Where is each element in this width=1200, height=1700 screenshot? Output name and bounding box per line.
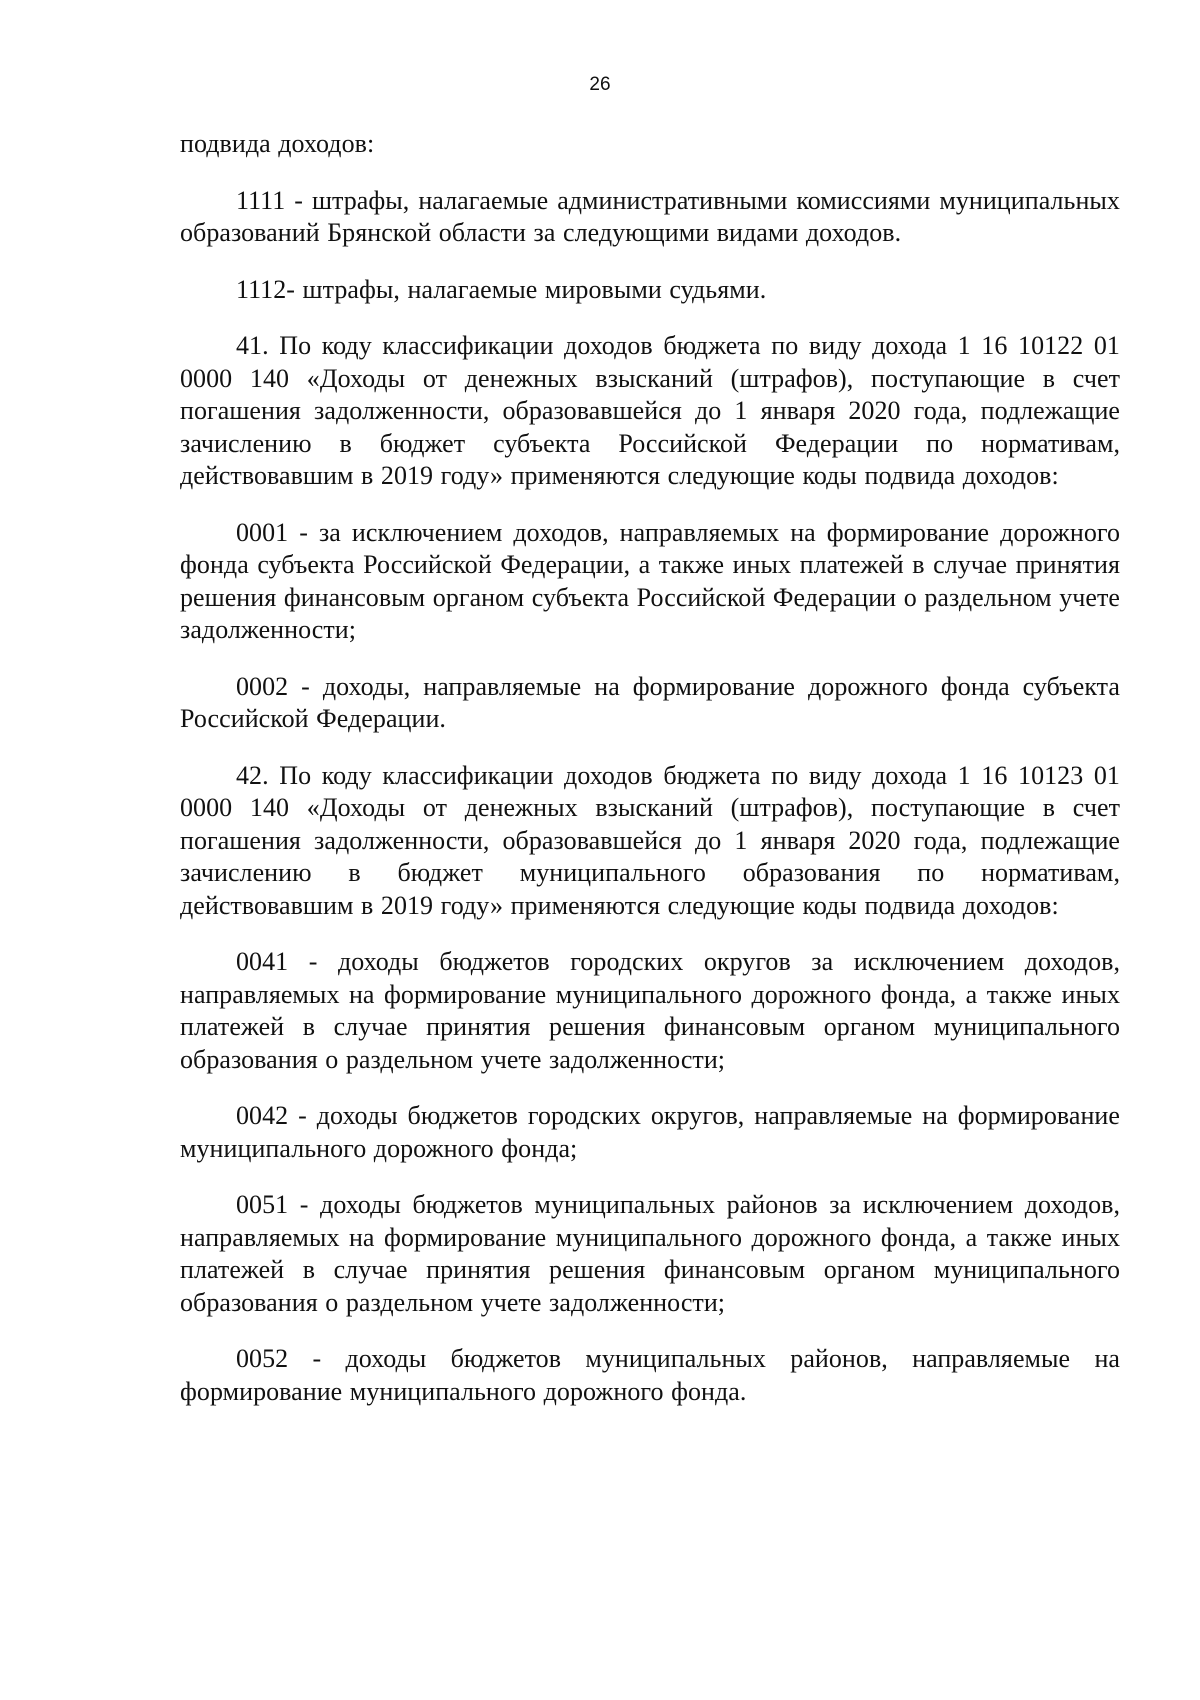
paragraph-code-0052: 0052 - доходы бюджетов муниципальных районов, направляемые на формирование муниципального дорожного фонда. [180,1344,1120,1406]
paragraph-continuation: подвида доходов: [180,129,375,158]
paragraph-code-1112: 1112- штрафы, налагаемые мировыми судьями. [236,274,767,304]
paragraph-code-0042: 0042 - доходы бюджетов городских округов, направляемые на формирование муниципального дорожного фонда; [180,1101,1120,1163]
paragraph-code-0041: 0041 - доходы бюджетов городских округов за исключением доходов, направляемых на формирование муниципального дорожного фонда, а также иных платежей в случае принятия решения финансовым органом муниципального образования о раздельном учете задолженности; [180,947,1120,1074]
page-number: 26 [589,74,611,95]
paragraph-code-0002: 0002 - доходы, направляемые на формирование дорожного фонда субъекта Российской Федерации. [180,671,1120,733]
paragraph-item-41: 41. По коду классификации доходов бюджета по виду дохода 1 16 10122 01 0000 140 «Доходы от денежных взысканий (штрафов), поступающие в счет погашения задолженности, образовавшейся до 1 января 2020 года, подлежащие зачислению в бюджет субъекта Российской Федерации по нормативам, действовавшим в 2019 году» применяются следующие коды подвида доходов: [180,331,1120,490]
paragraph-item-42: 42. По коду классификации доходов бюджета по виду дохода 1 16 10123 01 0000 140 «Доходы от денежных взысканий (штрафов), поступающие в счет погашения задолженности, образовавшейся до 1 января 2020 года, подлежащие зачислению в бюджет муниципального образования по нормативам, действовавшим в 2019 году» применяются следующие коды подвида доходов: [180,760,1120,920]
paragraph-code-1111: 1111 - штрафы, налагаемые административными комиссиями муниципальных образований Брянской области за следующими видами доходов. [180,185,1120,247]
paragraph-code-0001: 0001 - за исключением доходов, направляемых на формирование дорожного фонда субъекта Российской Федерации, а также иных платежей в случае принятия решения финансовым органом субъекта Российской Федерации о раздельном учете задолженности; [180,517,1120,644]
paragraph-code-0051: 0051 - доходы бюджетов муниципальных районов за исключением доходов, направляемых на формирование муниципального дорожного фонда, а также иных платежей в случае принятия решения финансовым органом муниципального образования о раздельном учете задолженности; [180,1190,1120,1317]
document-body [180,128,1120,1432]
